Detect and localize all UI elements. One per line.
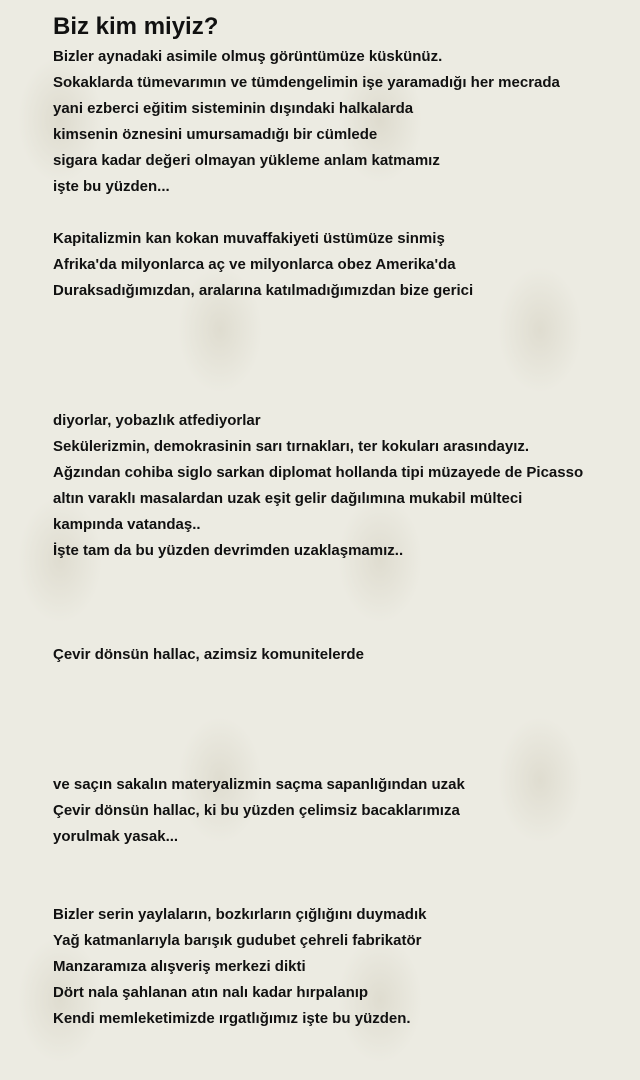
poem-line: Kapitalizmin kan kokan muvaffakiyeti üstümüze sinmiş [53, 230, 445, 247]
poem-line: Çevir dönsün hallac, azimsiz komunitelerde [53, 646, 364, 663]
poem-line: yorulmak yasak... [53, 828, 179, 845]
poem-line: kimsenin öznesini umursamadığı bir cümlede [53, 126, 378, 143]
poem-line: Yağ katmanlarıyla barışık gudubet çehreli fabrikatör [53, 932, 422, 949]
poem-line: Çevir dönsün hallac, ki bu yüzden çelimsiz bacaklarımıza [53, 802, 460, 819]
poem-line: ve saçın sakalın materyalizmin saçma sapanlığından uzak [53, 776, 465, 793]
poem-title: Biz kim miyiz? [53, 13, 219, 40]
poem-line: Kendi memleketimizde ırgatlığımız işte bu yüzden. [53, 1010, 411, 1027]
blank-line [53, 720, 633, 746]
blank-line [53, 850, 633, 876]
blank-line [53, 330, 633, 356]
poem-line: Afrika'da milyonlarca aç ve milyonlarca obez Amerika'da [53, 256, 456, 273]
blank-line [53, 382, 633, 408]
blank-line [53, 564, 633, 590]
blank-line [53, 668, 633, 694]
poem-line: Dört nala şahlanan atın nalı kadar hırpalanıp [53, 984, 369, 1001]
poem-line: Bizler serin yaylaların, bozkırların çığlığını duymadık [53, 906, 427, 923]
poem-line: Bizler aynadaki asimile olmuş görüntümüze küskünüz. [53, 48, 443, 65]
poem-line: Manzaramıza alışveriş merkezi dikti [53, 958, 306, 975]
blank-line [53, 876, 633, 902]
poem-line: İşte tam da bu yüzden devrimden uzaklaşmamız.. [53, 542, 404, 559]
poem-container [53, 0, 633, 1032]
poem-line: kampında vatandaş.. [53, 516, 201, 533]
poem-line: yani ezberci eğitim sisteminin dışındaki halkalarda [53, 100, 414, 117]
poem-line: Sekülerizmin, demokrasinin sarı tırnakları, ter kokuları arasındayız. [53, 438, 530, 455]
poem-line: Duraksadığımızdan, aralarına katılmadığımızdan bize gerici [53, 282, 474, 299]
blank-line [53, 304, 633, 330]
blank-line [53, 590, 633, 616]
poem-line: Ağzından cohiba siglo sarkan diplomat hollanda tipi müzayede de Picasso [53, 464, 584, 481]
blank-line [53, 616, 633, 642]
poem-line: Sokaklarda tümevarımın ve tümdengelimin işe yaramadığı her mecrada [53, 74, 560, 91]
blank-line [53, 694, 633, 720]
blank-line [53, 356, 633, 382]
poem-line: altın varaklı masalardan uzak eşit gelir dağılımına mukabil mülteci [53, 490, 523, 507]
poem-line: diyorlar, yobazlık atfediyorlar [53, 412, 261, 429]
blank-line [53, 200, 633, 226]
blank-line [53, 746, 633, 772]
poem-line: sigara kadar değeri olmayan yükleme anlam katmamız [53, 152, 440, 169]
poem-lines [53, 44, 633, 1032]
poem-line: işte bu yüzden... [53, 178, 170, 195]
